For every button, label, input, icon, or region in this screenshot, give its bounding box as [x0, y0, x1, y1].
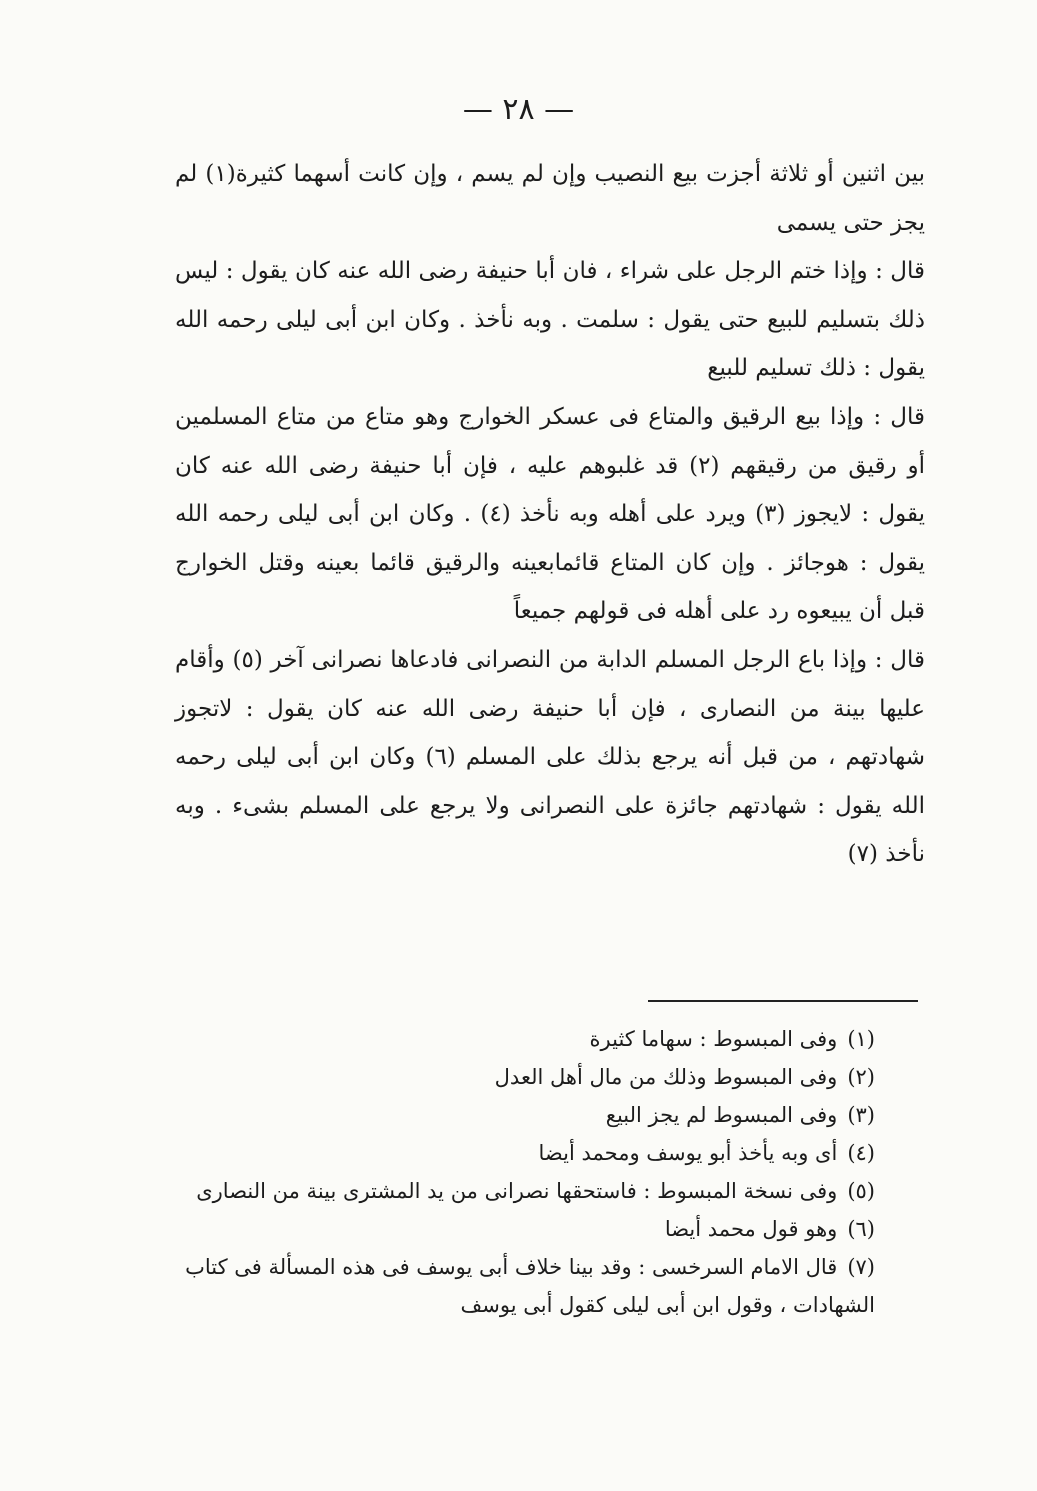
paragraph: قال : وإذا باع الرجل المسلم الدابة من النصرانى فادعاها نصرانى آخر (٥) وأقام عليها بينة من النصارى ، فإن أبا حنيفة رضى الله عنه كان يقول : لاتجوز شهادتهم ، من قبل أنه يرجع بذلك على المسلم (٦) وكان ابن أبى ليلى رحمه الله يقول : شهادتهم جائزة على النصرانى ولا يرجع على المسلم بشىء . وبه نأخذ (٧)	[175, 646, 925, 868]
paragraph: بين اثنين أو ثلاثة أجزت بيع النصيب وإن لم يسم ، وإن كانت أسهما كثيرة(١) لم يجز حتى يسمى	[175, 161, 925, 236]
footnote	[175, 1058, 915, 1096]
footnote-number: (٦)	[847, 1217, 875, 1241]
footnote-number: (٣)	[847, 1103, 875, 1127]
footnote-number: (٧)	[847, 1255, 875, 1279]
footnote-number: (٤)	[847, 1141, 875, 1165]
footnote-text: وفى المبسوط لم يجز البيع	[605, 1103, 838, 1127]
footnote-divider	[648, 1000, 918, 1002]
footnote-number: (٥)	[847, 1179, 875, 1203]
paragraph: قال : وإذا بيع الرقيق والمتاع فى عسكر الخوارج وهو متاع من متاع المسلمين أو رقيق من رقيقهم (٢) قد غلبوهم عليه ، فإن أبا حنيفة رضى الله عنه كان يقول : لايجوز (٣) ويرد على أهله وبه نأخذ (٤) . وكان ابن أبى ليلى رحمه الله يقول : هوجائز . وإن كان المتاع قائمابعينه والرقيق قائما بعينه وقتل الخوارج قبل أن يبيعوه رد على أهله فى قولهم جميعاً	[175, 403, 925, 625]
footnotes	[175, 1020, 915, 1324]
footnote	[175, 1134, 915, 1172]
footnote	[175, 1210, 915, 1248]
footnote-number: (١)	[847, 1027, 875, 1051]
footnote	[175, 1248, 915, 1324]
main-text	[175, 150, 925, 879]
footnote-text: وفى المبسوط وذلك من مال أهل العدل	[494, 1065, 838, 1089]
footnote	[175, 1020, 915, 1058]
footnote-text: أى وبه يأخذ أبو يوسف ومحمد أيضا	[538, 1141, 838, 1165]
footnote-text: وفى المبسوط : سهاما كثيرة	[589, 1027, 838, 1051]
footnote-text: وفى نسخة المبسوط : فاستحقها نصرانى من يد المشترى بينة من النصارى	[196, 1179, 838, 1203]
footnote	[175, 1096, 915, 1134]
page-number: — ٢٨ —	[462, 92, 575, 127]
footnote-text: قال الامام السرخسى : وقد بينا خلاف أبى يوسف فى هذه المسألة فى كتاب الشهادات ، وقول ابن أبى ليلى كقول أبى يوسف	[185, 1255, 875, 1317]
footnote-text: وهو قول محمد أيضا	[664, 1217, 838, 1241]
paragraph: قال : وإذا ختم الرجل على شراء ، فان أبا حنيفة رضى الله عنه كان يقول : ليس ذلك بتسليم للبيع حتى يقول : سلمت . وبه نأخذ . وكان ابن أبى ليلى رحمه الله يقول : ذلك تسليم للبيع	[175, 258, 925, 382]
footnote	[175, 1172, 915, 1210]
footnote-number: (٢)	[847, 1065, 875, 1089]
